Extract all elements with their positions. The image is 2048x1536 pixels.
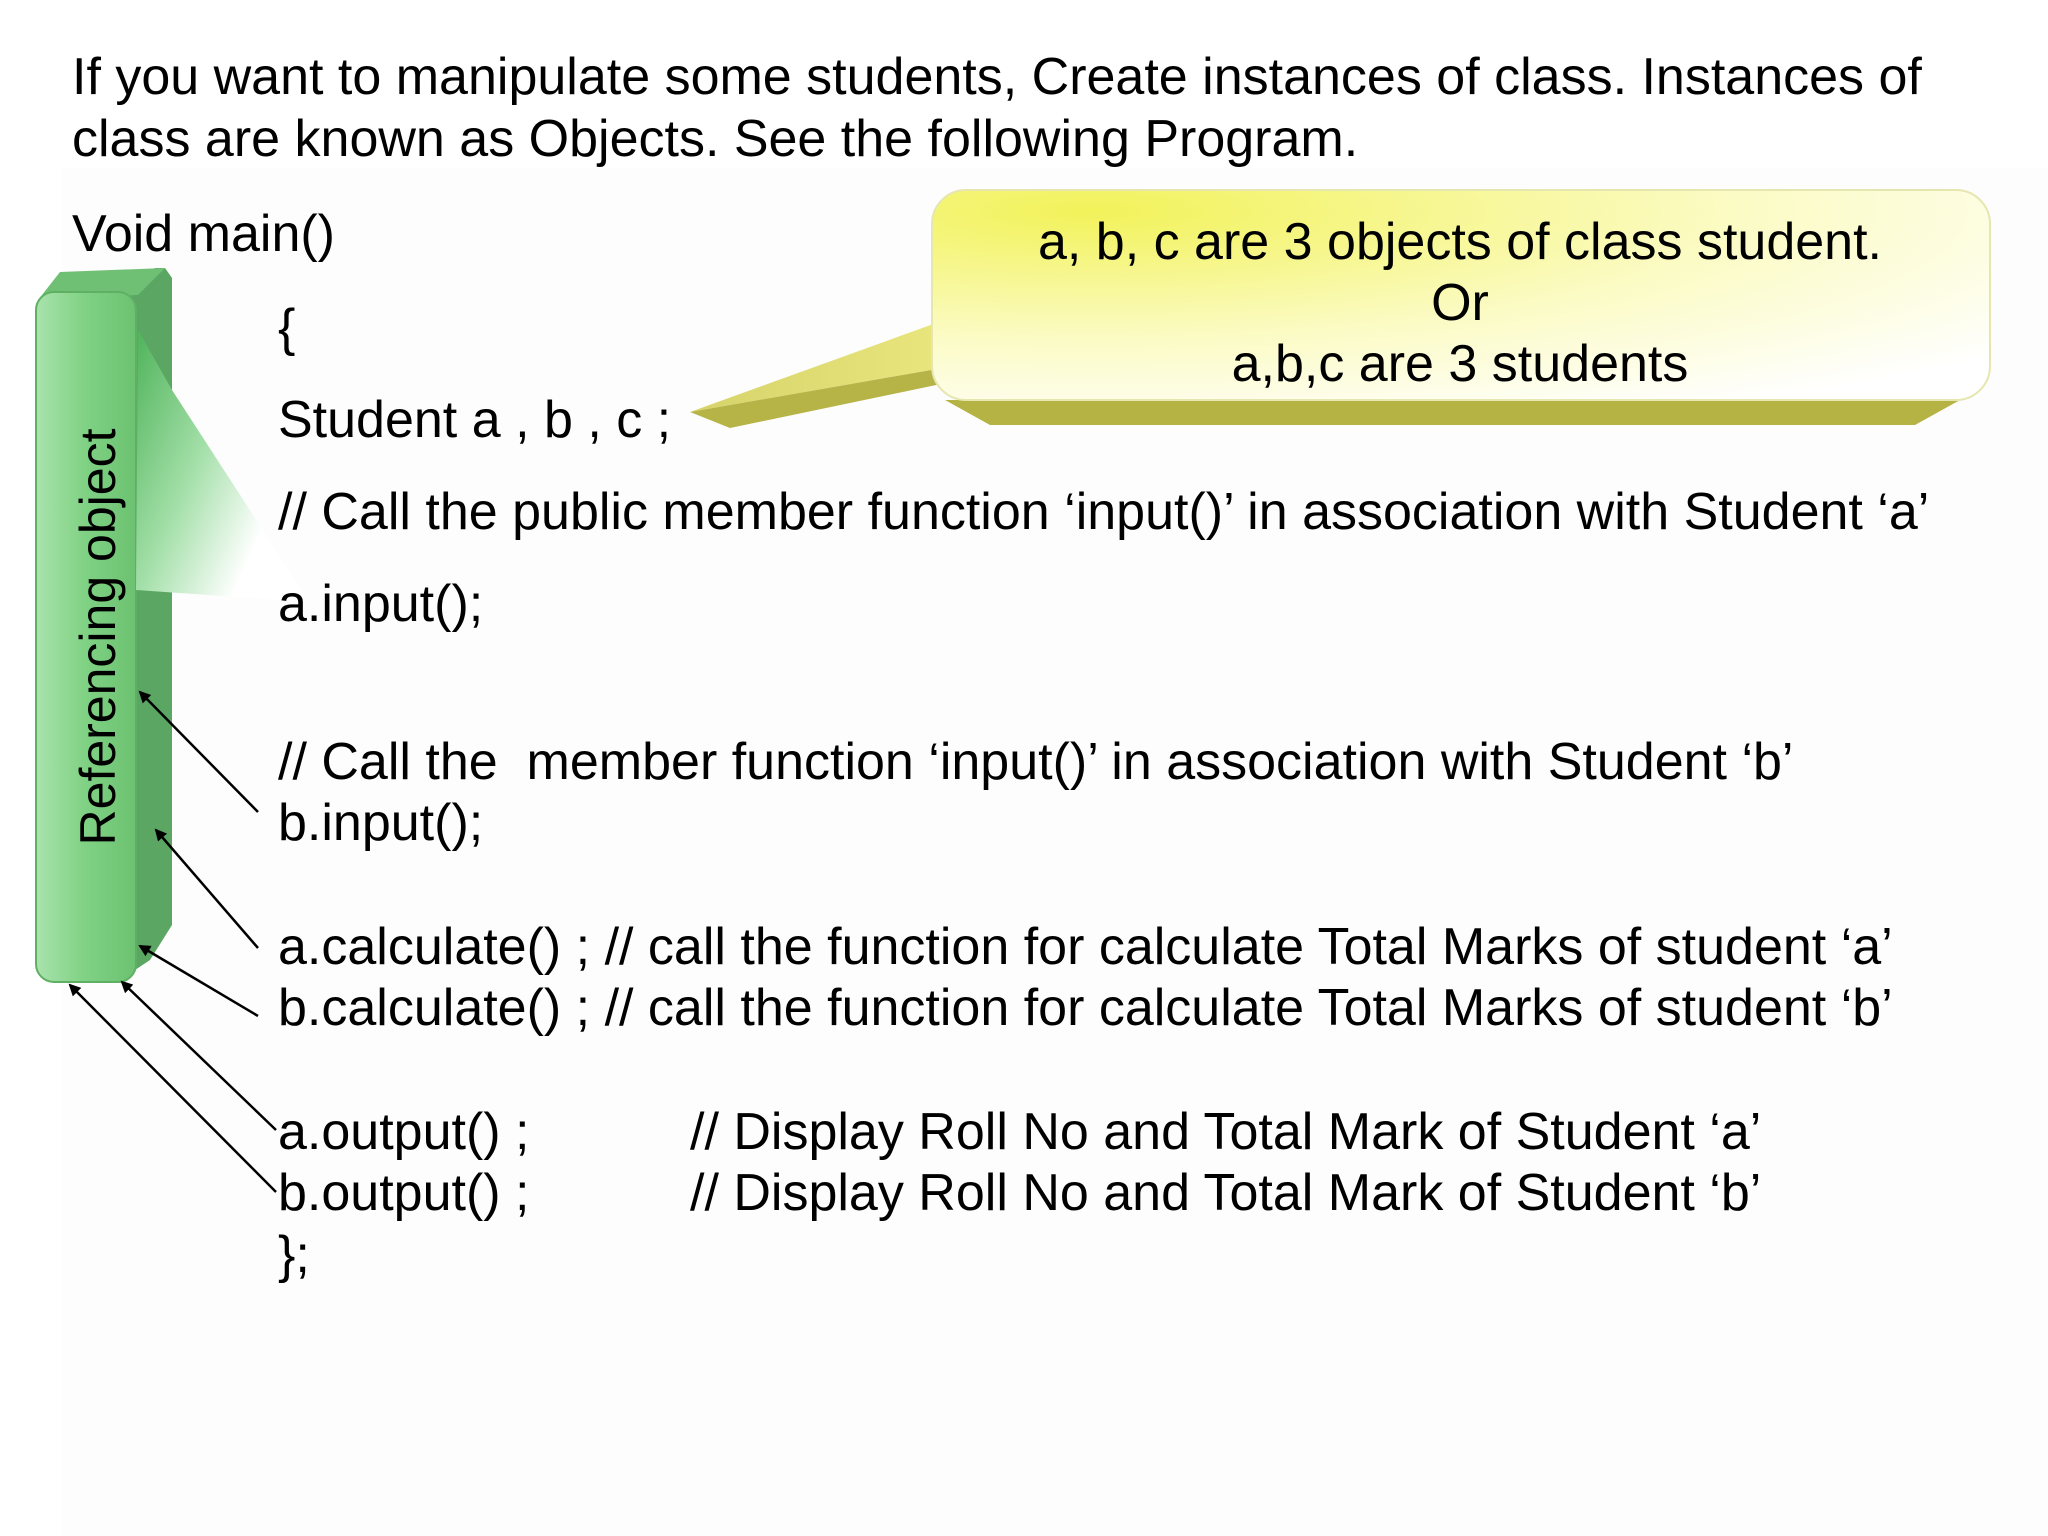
- intro-line-2: class are known as Objects. See the following Program.: [72, 110, 1359, 168]
- call-input-b: b.input();: [278, 794, 484, 852]
- open-brace: {: [278, 299, 296, 357]
- referencing-object-label: Referencing object: [70, 428, 126, 846]
- declaration-line: Student a , b , c ;: [278, 391, 672, 449]
- comment-input-b: // Call the member function ‘input()’ in association with Student ‘b’: [278, 733, 1794, 791]
- callout-line-2: Or: [1431, 274, 1489, 332]
- call-input-a: a.input();: [278, 575, 484, 633]
- close-brace: };: [278, 1226, 310, 1284]
- intro-paragraph: [72, 46, 1992, 170]
- comment-input-a: // Call the public member function ‘input()’ in association with Student ‘a’: [278, 483, 1930, 541]
- output-b-line: b.output() ;: [278, 1164, 530, 1222]
- main-signature: Void main(): [72, 205, 335, 263]
- callout-shadow: [945, 400, 1960, 425]
- callout-line-3: a,b,c are 3 students: [1231, 335, 1689, 393]
- callout-line-1: a, b, c are 3 objects of class student.: [1037, 213, 1882, 271]
- calculate-a-line: a.calculate() ; // call the function for calculate Total Marks of student ‘a’: [278, 918, 1893, 976]
- intro-line-1: If you want to manipulate some students, Create instances of class. Instances of: [72, 48, 1922, 106]
- output-b-comment: // Display Roll No and Total Mark of Student ‘b’: [690, 1164, 1762, 1222]
- output-a-line: a.output() ;: [278, 1103, 530, 1161]
- output-a-comment: // Display Roll No and Total Mark of Student ‘a’: [690, 1103, 1762, 1161]
- callout-text: [960, 212, 1960, 395]
- calculate-b-line: b.calculate() ; // call the function for calculate Total Marks of student ‘b’: [278, 979, 1893, 1037]
